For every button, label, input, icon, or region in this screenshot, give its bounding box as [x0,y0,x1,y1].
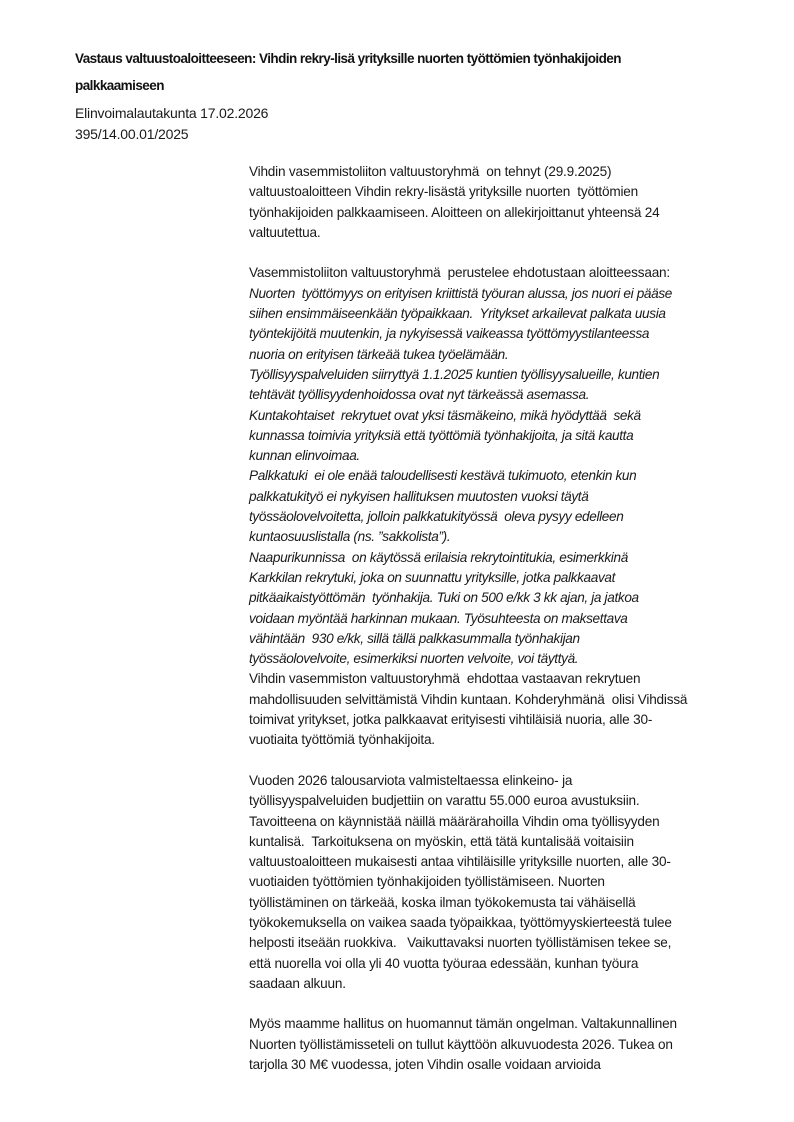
meta-diary-number: 395/14.00.01/2025 [75,126,189,142]
body-line: mahdollisuuden selvittämistä Vihdin kuntaan. Kohderyhmänä olisi Vihdissä [249,691,688,707]
body-line: vuotiaita työttömiä työnhakijoita. [249,732,435,748]
body-line: siihen ensimmäiseenkään työpaikkaan. Yritykset arkailevat palkata uusia [249,306,666,322]
body-line: Vihdin vasemmistoliiton valtuustoryhmä on tehnyt (29.9.2025) [249,164,612,179]
document-title [75,45,621,99]
body-line: Vasemmistoliiton valtuustoryhmä perustelee ehdotustaan aloitteessaan: [249,265,670,281]
body-line: pitkäaikaistyöttömän työnhakija. Tuki on 500 e/kk 3 kk ajan, ja jatkoa [249,590,639,606]
body-line: Vuoden 2026 talousarviota valmisteltaessa elinkeino- ja [249,772,573,788]
body-line: palkkatukityö ei nykyisen hallituksen muutosten vuoksi täytä [249,488,589,504]
body-line: valtuustoaloitteen Vihdin rekry-lisästä yrityksille nuorten työttömien [249,184,639,200]
body-line: Nuorten työttömyys on erityisen kriittistä työuran alussa, jos nuori ei pääse [249,285,673,301]
body-line: voidaan myöntää harkinnan mukaan. Työsuhteesta on maksettava [249,610,628,626]
meta-committee-date: Elinvoimalautakunta 17.02.2026 [75,105,269,121]
paragraph-proposal [249,669,784,750]
body-line: Tavoitteena on käynnistää näillä määrärahoilla Vihdin oma työllisyyden [249,813,660,829]
body-line: työkokemuksella on vaikea saada työpaikkaa, työttömyyskierteestä tulee [249,914,672,930]
body-line: työssäolovelvoite, esimerkiksi nuorten velvoite, voi täyttyä. [249,651,579,667]
document-header [75,45,621,145]
body-line: kuntalisä. Tarkoituksena on myöskin, että tätä kuntalisää voitaisiin [249,833,634,849]
body-line: Myös maamme hallitus on huomannut tämän ongelman. Valtakunnallinen [249,1016,677,1032]
quote-initiative-text [249,284,784,670]
body-line: Vihdin vasemmiston valtuustoryhmä ehdottaa vastaavan rekrytuen [249,671,641,687]
body-line: työllistäminen on tärkeää, koska ilman työkokemusta tai vähäisellä [249,894,636,910]
body-line: tehtävät työllisyydenhoidossa ovat nyt tärkeässä asemassa. [249,387,590,403]
body-line: valtuustoaloitteen mukaisesti antaa vihtiläisille yrityksille nuorten, alle 30- [249,854,671,870]
document-body [249,162,784,1075]
body-line: Kuntakohtaiset rekrytuet ovat yksi täsmäkeino, mikä hyödyttää sekä [249,407,641,423]
body-line: nuoria on erityisen tärkeää tukea työelämään. [249,346,509,362]
body-line: kunnan elinvoimaa. [249,448,360,464]
paragraph-initiative-intro [249,162,784,243]
body-line: että nuorella voi olla yli 40 vuotta työuraa edessään, kunhan työura [249,955,639,971]
paragraph-budget [249,771,784,994]
body-line: työssäolovelvoitetta, jolloin palkkatukityössä oleva pysyy edelleen [249,509,624,525]
body-line: Karkkilan rekrytuki, joka on suunnattu yrityksille, jotka palkkaavat [249,569,616,585]
title-line-2: palkkaamiseen [75,78,164,93]
body-line: toimivat yritykset, jotka palkkaavat erityisesti vihtiläisiä nuoria, alle 30- [249,712,653,728]
paragraph-national-support [249,1014,784,1075]
title-line-1: Vastaus valtuustoaloitteeseen: Vihdin rekry-lisä yrityksille nuorten työttömien työnhakijoiden [75,51,621,66]
body-line: työnhakijoiden palkkaamiseen. Aloitteen on allekirjoittanut yhteensä 24 [249,204,660,220]
body-line: helposti itseään ruokkiva. Vaikuttavaksi nuorten työllistämisen tekee se, [249,935,672,951]
body-line: vähintään 930 e/kk, sillä tällä palkkasummalla työnhakijan [249,630,580,646]
body-line: vuotiaiden työttömien työnhakijoiden työllistämiseen. Nuorten [249,874,605,890]
body-line: Nuorten työllistämisseteli on tullut käyttöön alkuvuodesta 2026. Tukea on [249,1036,673,1052]
body-line: kuntaosuuslistalla (ns. ”sakkolista”). [249,529,451,545]
paragraph-justification-lead [249,263,784,283]
body-line: kunnassa toimivia yrityksiä että työttömiä työnhakijoita, ja sitä kautta [249,427,634,443]
body-line: Työllisyyspalveluiden siirryttyä 1.1.2025 kuntien työllisyysalueille, kuntien [249,366,660,382]
body-line: työntekijöitä muutenkin, ja nykyisessä vaikeassa työttömyystilanteessa [249,326,650,342]
document-meta [75,103,621,145]
body-line: Naapurikunnissa on käytössä erilaisia rekrytointitukia, esimerkkinä [249,549,628,565]
body-line: saadaan alkuun. [249,975,346,991]
body-line: työllisyyspalveluiden budjettiin on varattu 55.000 euroa avustuksiin. [249,793,640,809]
body-line: tarjolla 30 M€ vuodessa, joten Vihdin osalle voidaan arvioida [249,1057,601,1073]
body-line: Palkkatuki ei ole enää taloudellisesti kestävä tukimuoto, etenkin kun [249,468,637,484]
body-line: valtuutettua. [249,224,321,240]
